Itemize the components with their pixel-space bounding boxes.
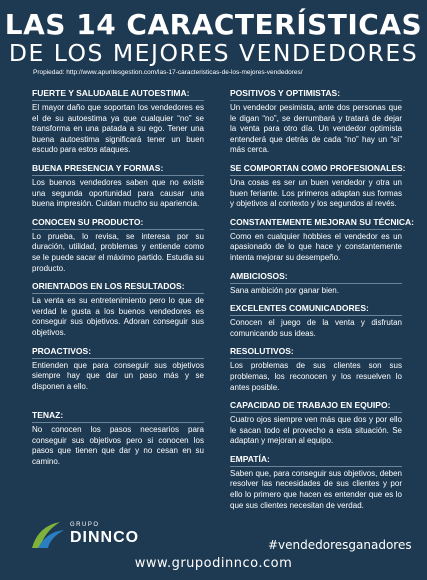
- hashtag: #vendedoresganadores: [268, 538, 412, 552]
- footer-url[interactable]: www.grupodinnco.com: [134, 556, 293, 571]
- title-line-2: DE LOS MEJORES VENDEDORES: [8, 39, 419, 67]
- section-title: FUERTE Y SALUDABLE AUTOESTIMA:: [32, 88, 204, 101]
- right-column: [230, 88, 415, 518]
- section-title: SE COMPORTAN COMO PROFESIONALES:: [230, 163, 402, 176]
- title-line-1: LAS 14 CARACTERÍSTICAS: [4, 8, 423, 41]
- section-body: Como en cualquier hobbies el vendedor es un apasionado de lo que hace y constantemente intenta mejorar su desempeño.: [230, 231, 402, 262]
- left-column: [32, 88, 204, 475]
- section-body: El mayor daño que soportan los vendedores es el de su autoestima ya que cualquier “no” se transforma en una patada a su ego. Tener una buena autoestima significará tener un buen escudo para estos ataques.: [32, 103, 204, 155]
- logo-text-dinnco: DINNCO: [70, 529, 140, 546]
- section-ambiciosos: [230, 271, 402, 297]
- section-body: Lo prueba, lo revisa, se interesa por su duración, utilidad, problemas y entiende como se le puede sacar el máximo partido. Estudia su producto.: [32, 231, 204, 273]
- section-body: No conocen los pasos necesarios para conseguir sus objetivos pero si conocen los pasos que tienen que dar y no cesan en su camino.: [32, 425, 204, 467]
- section-body: Un vendedor pesimista, ante dos personas que le digan “no”, se derrumbará y tratará de dejar la venta para otro día. Un vendedor optimista entenderá que detrás de cada “no” hay un “sí” más cerca.: [230, 103, 402, 155]
- section-body: La venta es su entretenimiento pero lo que de verdad le gusta a los buenos vendedores es conseguir sus objetivos. Adoran conseguir sus objetivos.: [32, 296, 204, 337]
- section-body: Los buenos vendedores saben que no existe una segunda oportunidad para causar una buena impresión. Cuidan mucho su apariencia.: [32, 177, 204, 209]
- section-title: EXCELENTES COMUNICADORES:: [230, 303, 402, 316]
- section-title: CAPACIDAD DE TRABAJO EN EQUIPO:: [230, 400, 402, 413]
- section-title: BUENA PRESENCIA Y FORMAS:: [32, 163, 204, 176]
- section-body: Conocen el juego de la venta y disfrutan comunicando sus ideas.: [230, 318, 402, 338]
- section-title: TENAZ:: [32, 410, 204, 423]
- section-body: Los problemas de sus clientes son sus problemas, los reconocen y los resuelven lo antes posible.: [230, 361, 402, 392]
- section-title: POSITIVOS Y OPTIMISTAS:: [230, 88, 402, 101]
- grupo-dinnco-logo: [30, 516, 150, 556]
- section-body: Entienden que para conseguir sus objetivos siempre hay que dar un paso más y se disponen a ello.: [32, 360, 204, 391]
- section-title: CONOCEN SU PRODUCTO:: [32, 217, 204, 230]
- section-title: PROACTIVOS:: [32, 346, 204, 359]
- logo-text-grupo: GRUPO: [70, 522, 100, 528]
- section-comunicadores: [230, 303, 402, 339]
- section-proactivos: [32, 346, 204, 393]
- section-tecnica: [230, 216, 415, 264]
- section-resultados: [32, 281, 204, 338]
- section-tenaz: [32, 410, 204, 467]
- section-autoestima: [32, 88, 204, 156]
- source-credit: Propiedad: http://www.apuntesgestion.com/las-17-caracteristicas-de-los-mejores-vendedores/: [33, 69, 303, 76]
- section-body: Cuatro ojos siempre ven más que dos y por ello le sacan todo el provecho a esta situación. Se adaptan y mejoran al equipo.: [230, 415, 402, 446]
- section-equipo: [230, 400, 402, 447]
- section-profesionales: [230, 162, 406, 210]
- section-title: CONSTANTEMENTE MEJORAN SU TÉCNICA:: [230, 217, 402, 230]
- section-body: Saben que, para conseguir sus objetivos, deben resolver las necesidades de sus clientes y por ello lo primero que hacen es entender que es lo que sus clientes necesitan de verdad.: [230, 468, 402, 510]
- dinnco-logo-icon: [30, 518, 66, 550]
- section-presencia: [32, 163, 204, 210]
- section-title: ORIENTADOS EN LOS RESULTADOS:: [32, 281, 204, 294]
- section-body: Sana ambición por ganar bien.: [230, 285, 339, 295]
- section-body: Una cosas es ser un buen vendedor y otra un buen feriante. Los primeros adaptan sus formas y objetivos al contexto y los segundos al revés.: [230, 177, 402, 209]
- section-resolutivos: [230, 346, 402, 393]
- section-positivos: [230, 88, 402, 156]
- section-title: EMPATÍA:: [230, 454, 402, 467]
- section-title: RESOLUTIVOS:: [230, 346, 402, 359]
- section-empatia: [230, 454, 402, 511]
- section-title: AMBICIOSOS:: [230, 271, 402, 284]
- section-producto: [32, 217, 204, 274]
